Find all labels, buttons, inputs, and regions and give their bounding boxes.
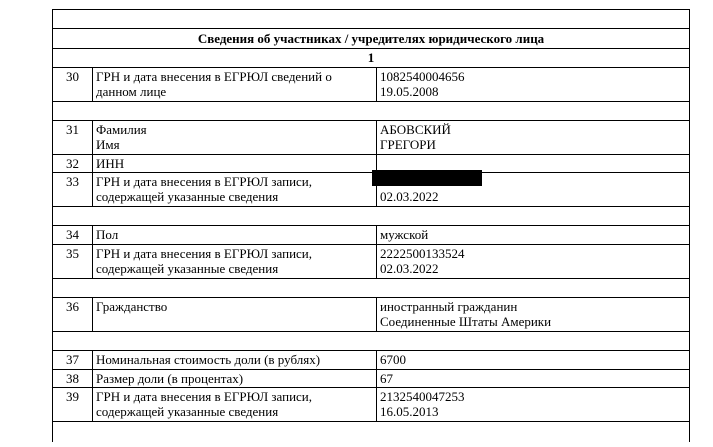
row-number: 38	[53, 370, 93, 387]
row-label: ГРН и дата внесения в ЕГРЮЛ сведений о данном лице	[93, 68, 377, 101]
row-value: 1082540004656 19.05.2008	[380, 69, 465, 99]
table-spacer-row	[53, 332, 689, 351]
row-value: 6700	[380, 352, 406, 367]
table-spacer-row	[53, 207, 689, 226]
section-title-text: Сведения об участниках / учредителях юридического лица	[197, 30, 545, 46]
row-value: иностранный гражданин Соединенные Штаты Америки	[380, 299, 552, 329]
table-row	[53, 351, 689, 370]
table-row	[53, 226, 689, 245]
section-number	[53, 49, 689, 68]
row-number: 37	[53, 351, 93, 369]
table-spacer-row	[53, 10, 689, 29]
row-value	[377, 155, 689, 172]
row-label: Номинальная стоимость доли (в рублях)	[93, 351, 377, 369]
table-spacer-row	[53, 102, 689, 121]
row-value: 2132540047253 16.05.2013	[380, 389, 465, 419]
row-label: Гражданство	[93, 298, 377, 331]
table-row	[53, 173, 689, 207]
table-row	[53, 298, 689, 332]
row-label: ГРН и дата внесения в ЕГРЮЛ записи, содержащей указанные сведения	[93, 388, 377, 421]
row-label: ГРН и дата внесения в ЕГРЮЛ записи, содержащей указанные сведения	[93, 173, 377, 206]
row-label: ИНН	[93, 155, 377, 172]
row-number: 31	[53, 121, 93, 154]
row-label: Фамилия Имя	[93, 121, 377, 154]
table-row	[53, 68, 689, 102]
row-number: 33	[53, 173, 93, 206]
row-value: 67	[380, 371, 393, 386]
table-row	[53, 121, 689, 155]
section-number-text: 1	[367, 50, 375, 65]
table-row	[53, 388, 689, 422]
table-row	[53, 245, 689, 279]
row-number: 34	[53, 226, 93, 244]
table-spacer-row	[53, 422, 689, 442]
row-value: мужской	[380, 227, 429, 242]
row-value: 2222500133524 02.03.2022	[380, 246, 465, 276]
egrul-extract-table	[52, 9, 690, 442]
section-title	[53, 29, 689, 49]
row-value: 2222500133524 02.03.2022	[380, 174, 465, 204]
row-label: Пол	[93, 226, 377, 244]
row-number: 39	[53, 388, 93, 421]
row-label: ГРН и дата внесения в ЕГРЮЛ записи, содержащей указанные сведения	[93, 245, 377, 278]
table-row	[53, 370, 689, 388]
row-number: 35	[53, 245, 93, 278]
row-label: Размер доли (в процентах)	[93, 370, 377, 387]
table-row	[53, 155, 689, 173]
row-number: 32	[53, 155, 93, 172]
row-number: 36	[53, 298, 93, 331]
row-value: АБОВСКИЙ ГРЕГОРИ	[380, 122, 451, 152]
row-number: 30	[53, 68, 93, 101]
table-spacer-row	[53, 279, 689, 298]
